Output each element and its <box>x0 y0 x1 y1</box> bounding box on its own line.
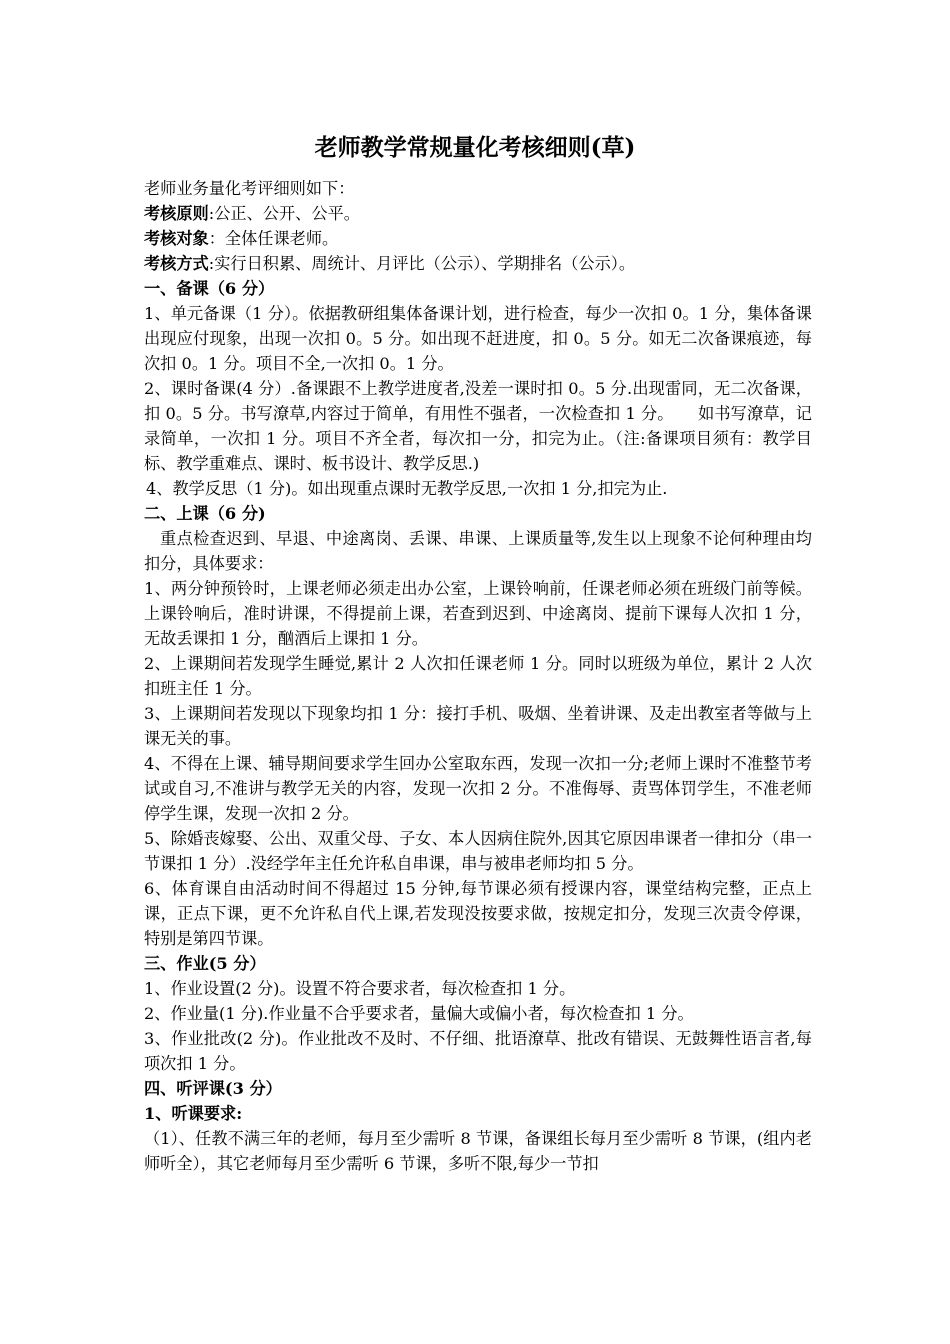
principle-text: :公正、公开、公平。 <box>208 204 360 223</box>
paragraph: 2、上课期间若发现学生睡觉,累计 2 人次扣任课老师 1 分。同时以班级为单位，累计 2 人次扣班主任 1 分。 <box>144 654 812 698</box>
section-heading-lesson-observation: 四、听评课(3 分） <box>144 1079 282 1098</box>
target-label: 考核对象 <box>144 229 209 248</box>
method-line <box>144 251 812 276</box>
paragraph: 5、除婚丧嫁娶、公出、双重父母、子女、本人因病住院外,因其它原因串课者一律扣分（串一节课扣 1 分）.没经学年主任允许私自串课，串与被串老师均扣 5 分。 <box>144 829 812 873</box>
paragraph: （1）、任教不满三年的老师，每月至少需听 8 节课，备课组长每月至少需听 8 节课，(组内老师听全），其它老师每月至少需听 6 节课，多听不限,每少一节扣 <box>144 1129 812 1173</box>
paragraph: 6、体育课自由活动时间不得超过 15 分钟,每节课必须有授课内容，课堂结构完整，正点上课，正点下课，更不允许私自代上课,若发现没按要求做，按规定扣分，发现三次责令停课，特别是第四节课。 <box>144 879 812 948</box>
method-label: 考核方式 <box>144 254 209 273</box>
paragraph: 1、两分钟预铃时，上课老师必须走出办公室，上课铃响前，任课老师必须在班级门前等候。上课铃响后，准时讲课，不得提前上课，若查到迟到、中途离岗、提前下课每人次扣 1 分，无故丢课扣 1 分，酗酒后上课扣 1 分。 <box>144 579 812 648</box>
paragraph: 重点检查迟到、早退、中途离岗、丢课、串课、上课质量等,发生以上现象不论何种理由均扣分，具体要求： <box>144 529 812 573</box>
section-heading-homework: 三、作业(5 分） <box>144 954 266 973</box>
method-text: :实行日积累、周统计、月评比（公示）、学期排名（公示）。 <box>208 254 636 273</box>
paragraph: 4、不得在上课、辅导期间要求学生回办公室取东西，发现一次扣一分;老师上课时不准整节考试或自习,不准讲与教学无关的内容，发现一次扣 2 分。不准侮辱、责骂体罚学生，不准老师停学生课，发现一次扣 2 分。 <box>144 754 812 823</box>
principle-line <box>144 201 812 226</box>
target-text: ：全体任课老师。 <box>208 229 339 248</box>
section-heading-teaching: 二、上课（6 分) <box>144 504 266 523</box>
paragraph: 2、课时备课(4 分）.备课跟不上教学进度者,没差一课时扣 0。5 分.出现雷同，无二次备课，扣 0。5 分。书写潦草,内容过于简单，有用性不强者，一次检查扣 1 分。 如书写潦草，记录简单，一次扣 1 分。项目不齐全者，每次扣一分，扣完为止。（注:备课项目须有：教学目标、教学重难点、课时、板书设计、教学反思.) <box>144 379 812 473</box>
section-heading-lesson-prep: 一、备课（6 分） <box>144 279 275 298</box>
document-title: 老师教学常规量化考核细则(草) <box>314 134 636 161</box>
paragraph: 4、教学反思（1 分)。如出现重点课时无教学反思,一次扣 1 分,扣完为止. <box>146 479 668 498</box>
principle-label: 考核原则 <box>144 204 209 223</box>
intro-line: 老师业务量化考评细则如下： <box>144 179 355 198</box>
subsection-heading: 1、听课要求: <box>144 1104 243 1123</box>
paragraph: 3、作业批改(2 分)。作业批改不及时、不仔细、批语潦草、批改有错误、无鼓舞性语言者,每项次扣 1 分。 <box>144 1029 812 1073</box>
document-body <box>144 176 812 1176</box>
paragraph: 2、作业量(1 分).作业量不合乎要求者，量偏大或偏小者，每次检查扣 1 分。 <box>144 1004 694 1023</box>
paragraph: 1、单元备课（1 分）。依据教研组集体备课计划，进行检查，每少一次扣 0。1 分，集体备课出现应付现象，出现一次扣 0。5 分。如出现不赶进度，扣 0。5 分。如无二次备课痕迹，每次扣 0。1 分。项目不全,一次扣 0。1 分。 <box>144 304 812 373</box>
paragraph: 1、作业设置(2 分)。设置不符合要求者，每次检查扣 1 分。 <box>144 979 576 998</box>
target-line <box>144 226 812 251</box>
paragraph: 3、上课期间若发现以下现象均扣 1 分：接打手机、吸烟、坐着讲课、及走出教室者等做与上课无关的事。 <box>144 704 812 748</box>
